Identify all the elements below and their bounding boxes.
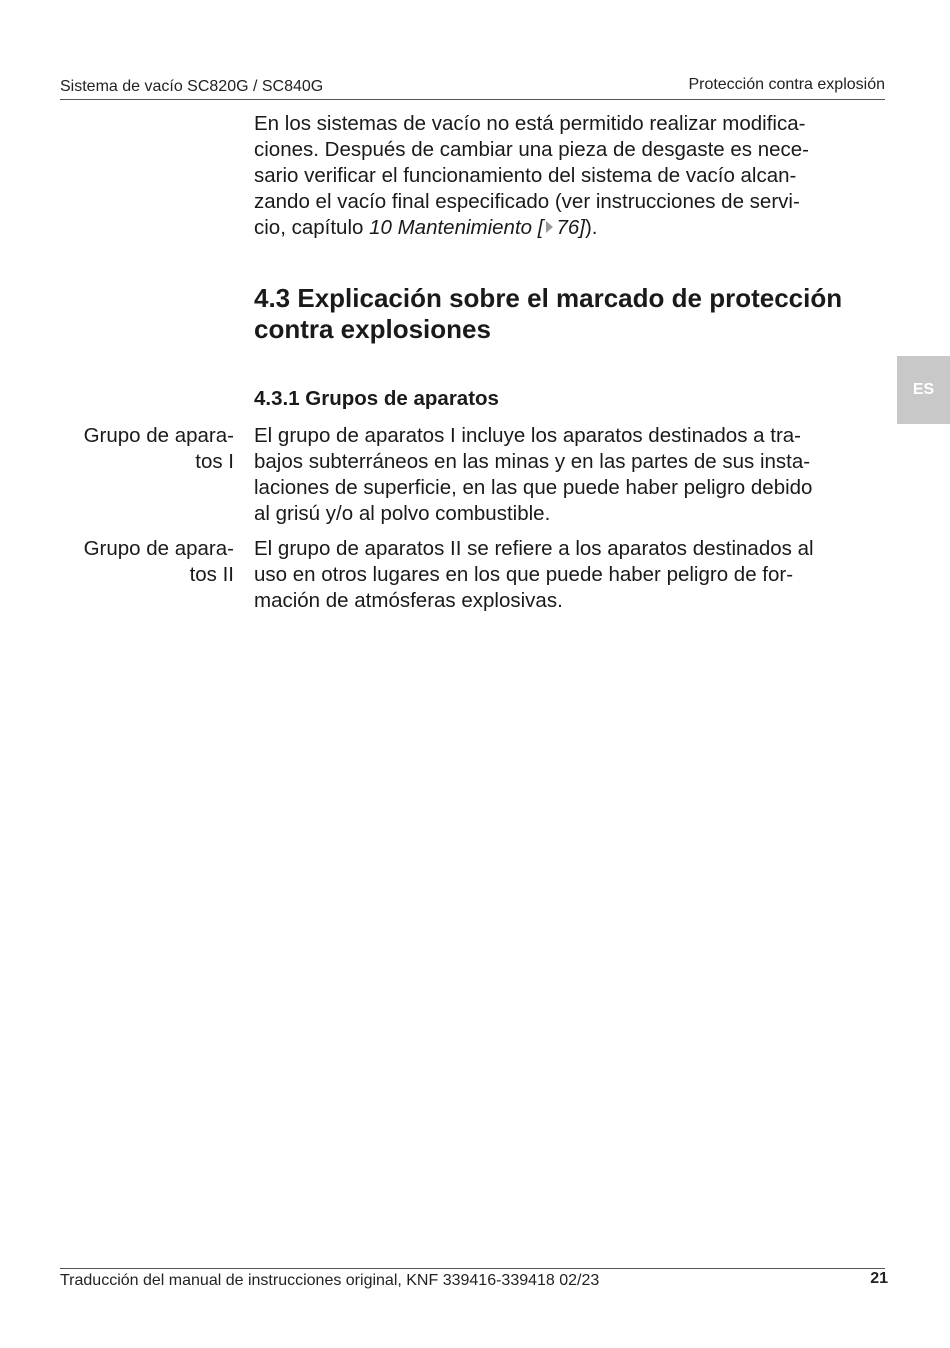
running-header-right: Protección contra explosión xyxy=(688,76,885,93)
subsection-heading: 4.3.1 Grupos de aparatos xyxy=(254,387,499,410)
running-header-left: Sistema de vacío SC820G / SC840G xyxy=(60,78,324,95)
margin-label-line: tos II xyxy=(189,563,234,586)
paragraph-line: mación de atmósferas explosivas. xyxy=(254,589,563,612)
intro-line: En los sistemas de vacío no está permitido realizar modifica- xyxy=(254,112,806,135)
margin-label-line: Grupo de apara- xyxy=(83,424,234,447)
group-2-paragraph xyxy=(254,536,884,614)
section-heading-line: 4.3 Explicación sobre el marcado de protección xyxy=(254,283,843,313)
paragraph-line: El grupo de aparatos II se refiere a los aparatos destinados al xyxy=(254,537,814,560)
margin-label-line: tos I xyxy=(195,450,234,473)
paragraph-line: al grisú y/o al polvo combustible. xyxy=(254,502,551,525)
margin-label-line: Grupo de apara- xyxy=(83,537,234,560)
paragraph-line: El grupo de aparatos I incluye los aparatos destinados a tra- xyxy=(254,424,801,447)
triangle-right-icon xyxy=(546,221,553,233)
intro-last-suffix: ). xyxy=(584,216,598,239)
margin-label-group-2 xyxy=(34,536,234,588)
intro-line-last xyxy=(254,215,884,241)
section-heading xyxy=(254,283,894,345)
intro-line: sario verificar el funcionamiento del sistema de vacío alcan- xyxy=(254,164,797,187)
xref-title: 10 Mantenimiento [ xyxy=(369,216,544,239)
intro-last-prefix: cio, capítulo xyxy=(254,216,370,239)
intro-line: zando el vacío final especificado (ver instrucciones de servi- xyxy=(254,190,800,213)
margin-label-group-1 xyxy=(34,423,234,475)
footer-text: Traducción del manual de instrucciones original, KNF 339416-339418 02/23 xyxy=(60,1272,600,1289)
cross-reference-link[interactable] xyxy=(369,216,585,239)
xref-page: 76] xyxy=(556,216,585,239)
paragraph-line: uso en otros lugares en los que puede haber peligro de for- xyxy=(254,563,794,586)
section-heading-line: contra explosiones xyxy=(254,314,491,344)
paragraph-line: bajos subterráneos en las minas y en las partes de sus insta- xyxy=(254,450,811,473)
language-tab[interactable]: ES xyxy=(897,356,950,424)
header-divider xyxy=(60,99,885,100)
footer-divider xyxy=(60,1268,885,1269)
paragraph-line: laciones de superficie, en las que puede haber peligro debido xyxy=(254,476,813,499)
intro-paragraph xyxy=(254,111,884,241)
group-1-paragraph xyxy=(254,423,884,527)
page-number: 21 xyxy=(870,1270,888,1287)
intro-line: ciones. Después de cambiar una pieza de desgaste es nece- xyxy=(254,138,809,161)
